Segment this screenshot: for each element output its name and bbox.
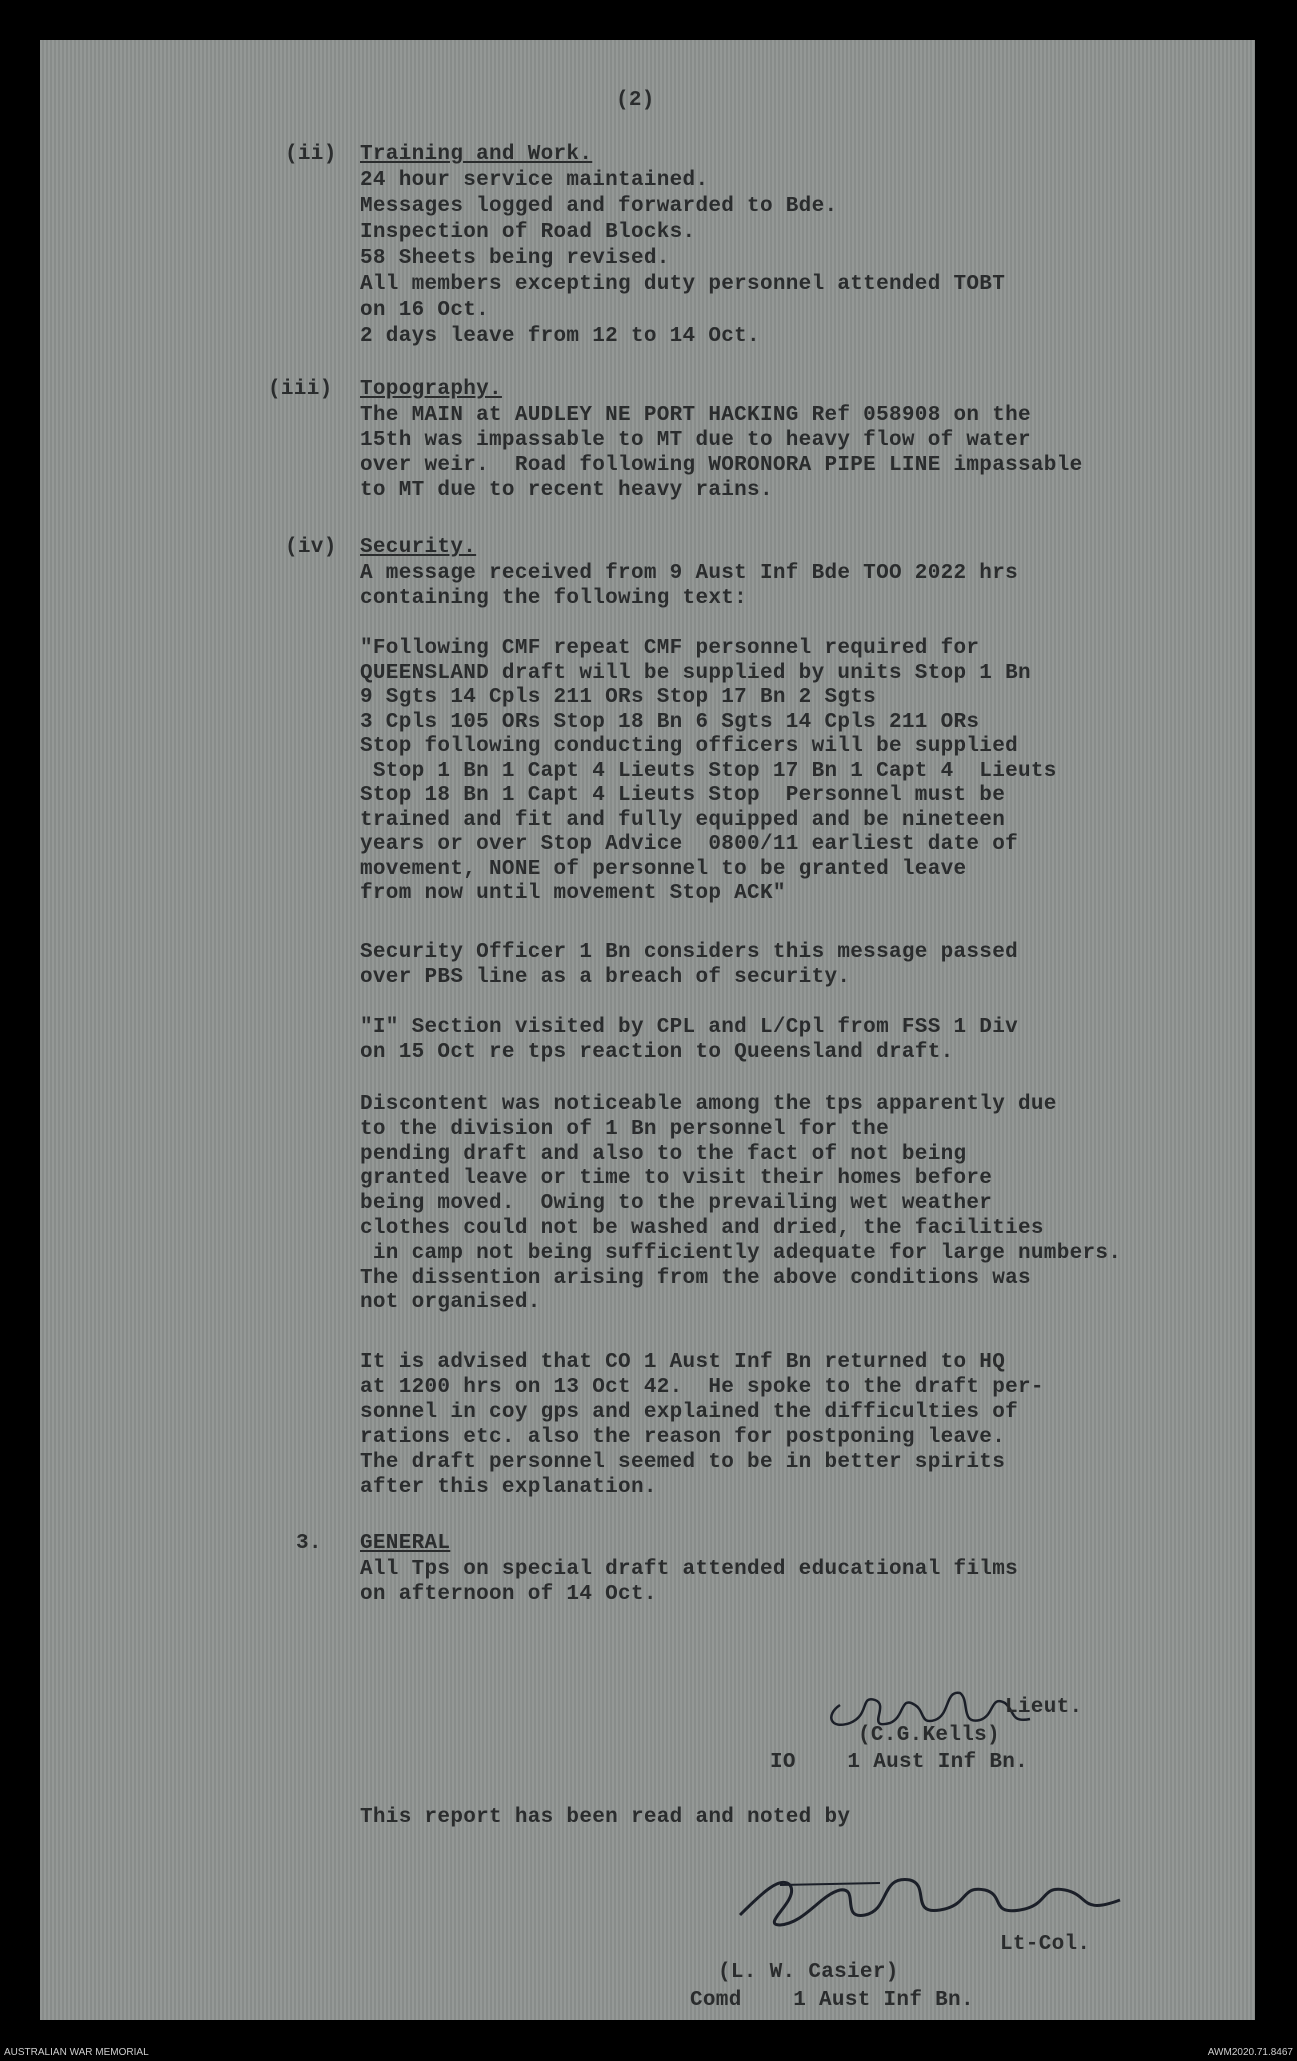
text-line: at 1200 hrs on 13 Oct 42. He spoke to the draft per- xyxy=(360,1376,1044,1399)
text-line: All Tps on special draft attended educational films xyxy=(360,1558,1019,1581)
text-line: Discontent was noticeable among the tps apparently due xyxy=(360,1093,1057,1116)
text-line: sonnel in coy gps and explained the difficulties of xyxy=(360,1401,1019,1424)
text-line: Messages logged and forwarded to Bde. xyxy=(360,195,838,218)
section-heading: Training and Work. xyxy=(360,143,593,166)
text-line: pending draft and also to the fact of not being xyxy=(360,1142,967,1166)
page-number: (2) xyxy=(616,89,655,112)
text-line: on 15 Oct re tps reaction to Queensland draft. xyxy=(360,1041,954,1064)
footer-reference: AWM2020.71.8467 xyxy=(1207,2047,1293,2058)
section-number: (iv) xyxy=(285,536,337,559)
text-line: containing the following text: xyxy=(360,587,748,610)
text-line: being moved. Owing to the prevailing wet weather xyxy=(360,1192,993,1216)
text-line: granted leave or time to visit their homes before xyxy=(360,1167,993,1191)
text-line: in camp not being sufficiently adequate for large numbers. xyxy=(360,1241,1122,1265)
signatory-name: (C.G.Kells) xyxy=(858,1724,1000,1747)
signatory-rank: Lt-Col. xyxy=(1000,1933,1091,1956)
section-heading: Security. xyxy=(360,536,477,559)
footer-archive: AUSTRALIAN WAR MEMORIAL xyxy=(4,2047,149,2058)
text-line: All members excepting duty personnel attended TOBT xyxy=(360,273,1006,296)
text-line: trained and fit and fully equipped and be nineteen xyxy=(360,808,1006,832)
text-line: on afternoon of 14 Oct. xyxy=(360,1583,657,1606)
section-heading: Topography. xyxy=(360,378,502,401)
signatory-name: (L. W. Casier) xyxy=(718,1961,899,1984)
text-line: not organised. xyxy=(360,1291,541,1315)
text-line: to MT due to recent heavy rains. xyxy=(360,479,773,502)
text-line: 9 Sgts 14 Cpls 211 ORs Stop 17 Bn 2 Sgts xyxy=(360,686,877,709)
text-line: over weir. Road following WORONORA PIPE LINE impassable xyxy=(360,454,1083,477)
text-line: "I" Section visited by CPL and L/Cpl from FSS 1 Div xyxy=(360,1016,1019,1039)
handwritten-signature xyxy=(720,1855,1140,1940)
text-line: A message received from 9 Aust Inf Bde TOO 2022 hrs xyxy=(360,562,1019,585)
text-line: It is advised that CO 1 Aust Inf Bn returned to HQ xyxy=(360,1351,1006,1374)
signatory-role: IO 1 Aust Inf Bn. xyxy=(770,1751,1029,1774)
text-line: rations etc. also the reason for postponing leave. xyxy=(360,1426,1006,1449)
signatory-rank: Lieut. xyxy=(1005,1696,1083,1719)
text-line: 58 Sheets being revised. xyxy=(360,247,670,270)
signatory-role: Comd 1 Aust Inf Bn. xyxy=(690,1989,974,2012)
text-line: Inspection of Road Blocks. xyxy=(360,221,696,244)
text-line: 3 Cpls 105 ORs Stop 18 Bn 6 Sgts 14 Cpls 211 ORs xyxy=(360,710,980,734)
text-line: Stop following conducting officers will be supplied xyxy=(360,735,1019,758)
text-line: Security Officer 1 Bn considers this message passed xyxy=(360,941,1019,964)
text-line: The dissention arising from the above conditions was xyxy=(360,1266,1031,1290)
text-line: The MAIN at AUDLEY NE PORT HACKING Ref 058908 on the xyxy=(360,404,1031,427)
section-heading: GENERAL xyxy=(360,1532,451,1555)
text-line: Stop 18 Bn 1 Capt 4 Lieuts Stop Personnel must be xyxy=(360,784,1006,807)
text-line: on 16 Oct. xyxy=(360,299,490,322)
text-line: The draft personnel seemed to be in better spirits xyxy=(360,1451,1006,1474)
text-line: "Following CMF repeat CMF personnel required for xyxy=(360,637,980,660)
text-line: QUEENSLAND draft will be supplied by units Stop 1 Bn xyxy=(360,661,1031,685)
section-number: (iii) xyxy=(268,378,333,401)
text-line: over PBS line as a breach of security. xyxy=(360,966,851,989)
section-number: 3. xyxy=(296,1532,322,1555)
section-number: (ii) xyxy=(285,143,337,166)
text-line: Stop 1 Bn 1 Capt 4 Lieuts Stop 17 Bn 1 Capt 4 Lieuts xyxy=(360,759,1057,783)
text-line: 24 hour service maintained. xyxy=(360,169,709,192)
text-line: 15th was impassable to MT due to heavy flow of water xyxy=(360,429,1031,452)
text-line: movement, NONE of personnel to be granted leave xyxy=(360,857,967,881)
text-line: from now until movement Stop ACK" xyxy=(360,882,786,905)
text-line: to the division of 1 Bn personnel for the xyxy=(360,1117,889,1141)
text-line: 2 days leave from 12 to 14 Oct. xyxy=(360,325,760,348)
text-line: clothes could not be washed and dried, the facilities xyxy=(360,1217,1044,1240)
text-line: after this explanation. xyxy=(360,1476,657,1499)
read-note: This report has been read and noted by xyxy=(360,1806,851,1829)
text-line: years or over Stop Advice 0800/11 earliest date of xyxy=(360,833,1019,856)
